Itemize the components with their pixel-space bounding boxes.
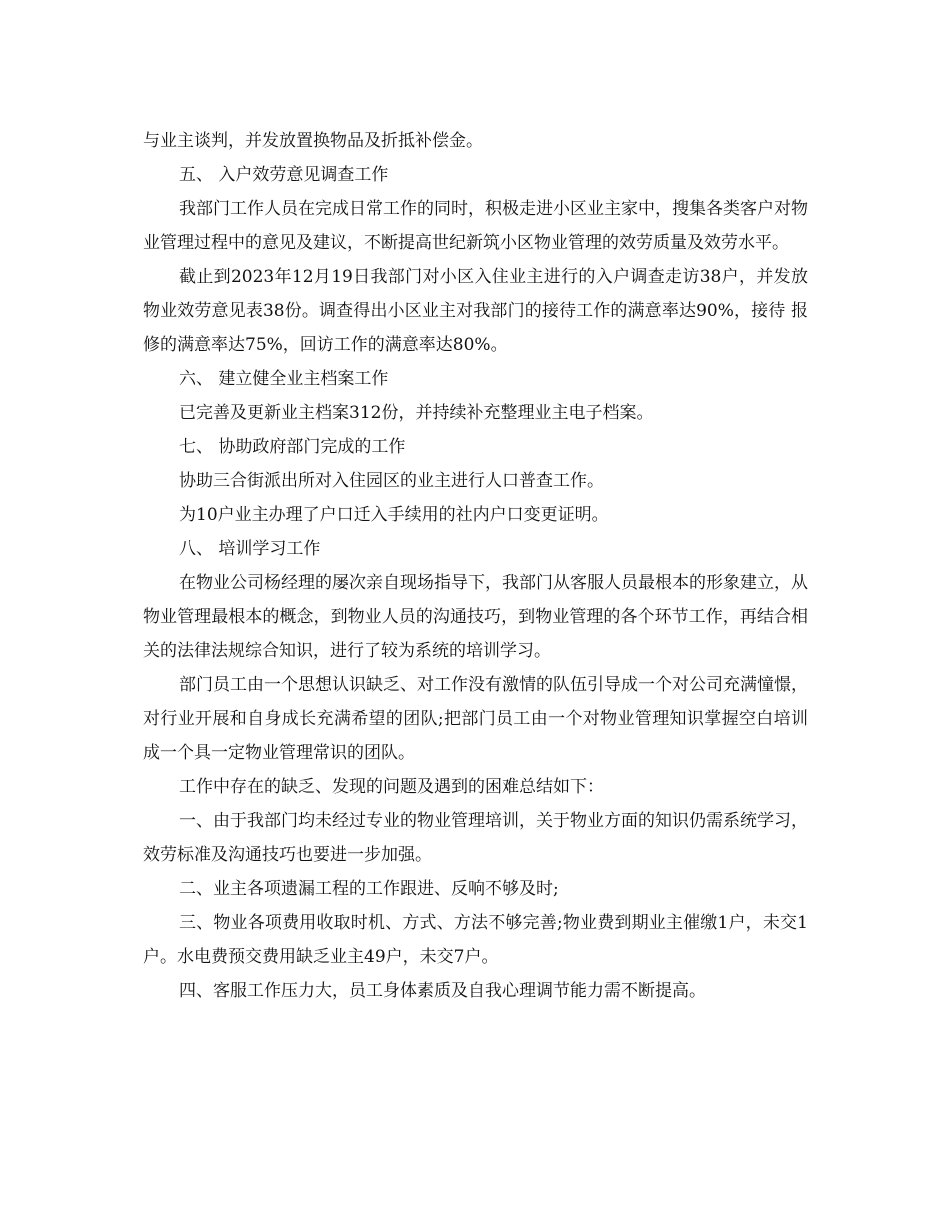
section-heading-6: 六、 建立健全业主档案工作 xyxy=(179,369,389,389)
paragraph-archives: 已完善及更新业主档案312份，并持续补充整理业主电子档案。 xyxy=(179,403,654,423)
section-heading-5: 五、 入户效劳意见调查工作 xyxy=(179,165,389,185)
paragraph-census: 协助三合街派出所对入住园区的业主进行人口普查工作。 xyxy=(179,471,604,491)
list-item-issue-1: 一、由于我部门均未经过专业的物业管理培训，关于物业方面的知识仍需系统学习，效劳标准及沟通技巧也要进一步加强。 xyxy=(143,811,808,865)
paragraph-household: 为10户业主办理了户口迁入手续用的社内户口变更证明。 xyxy=(179,505,609,525)
document-body xyxy=(143,124,808,1008)
list-item-issue-2: 二、业主各项遗漏工程的工作跟进、反响不够及时; xyxy=(179,879,559,899)
paragraph-team: 部门员工由一个思想认识缺乏、对工作没有激情的队伍引导成一个对公司充满憧憬，对行业开展和自身成长充满希望的团队;把部门员工由一个对物业管理知识掌握空白培训成一个具一定物业管理常识的团队。 xyxy=(143,675,808,763)
paragraph-survey-results: 截止到2023年12月19日我部门对小区入住业主进行的入户调查走访38户，并发放物业效劳意见表38份。调查得出小区业主对我部门的接待工作的满意率达90%，接待 报修的满意率达75%，回访工作的满意率达80%。 xyxy=(143,267,808,355)
paragraph-continuation: 与业主谈判，并发放置换物品及折抵补偿金。 xyxy=(143,131,483,151)
paragraph-survey-intro: 我部门工作人员在完成日常工作的同时，积极走进小区业主家中，搜集各类客户对物业管理过程中的意见及建议，不断提高世纪新筑小区物业管理的效劳质量及效劳水平。 xyxy=(143,199,808,253)
paragraph-issues-intro: 工作中存在的缺乏、发现的问题及遇到的困难总结如下： xyxy=(179,777,604,797)
section-heading-8: 八、 培训学习工作 xyxy=(179,539,321,559)
list-item-issue-3: 三、物业各项费用收取时机、方式、方法不够完善;物业费到期业主催缴1户，未交1户。水电费预交费用缺乏业主49户，未交7户。 xyxy=(143,913,808,967)
list-item-issue-4: 四、客服工作压力大，员工身体素质及自我心理调节能力需不断提高。 xyxy=(179,981,706,1001)
section-heading-7: 七、 协助政府部门完成的工作 xyxy=(179,437,406,457)
paragraph-training: 在物业公司杨经理的屡次亲自现场指导下，我部门从客服人员最根本的形象建立，从物业管理最根本的概念，到物业人员的沟通技巧，到物业管理的各个环节工作，再结合相关的法律法规综合知识，进行了较为系统的培训学习。 xyxy=(143,573,808,661)
